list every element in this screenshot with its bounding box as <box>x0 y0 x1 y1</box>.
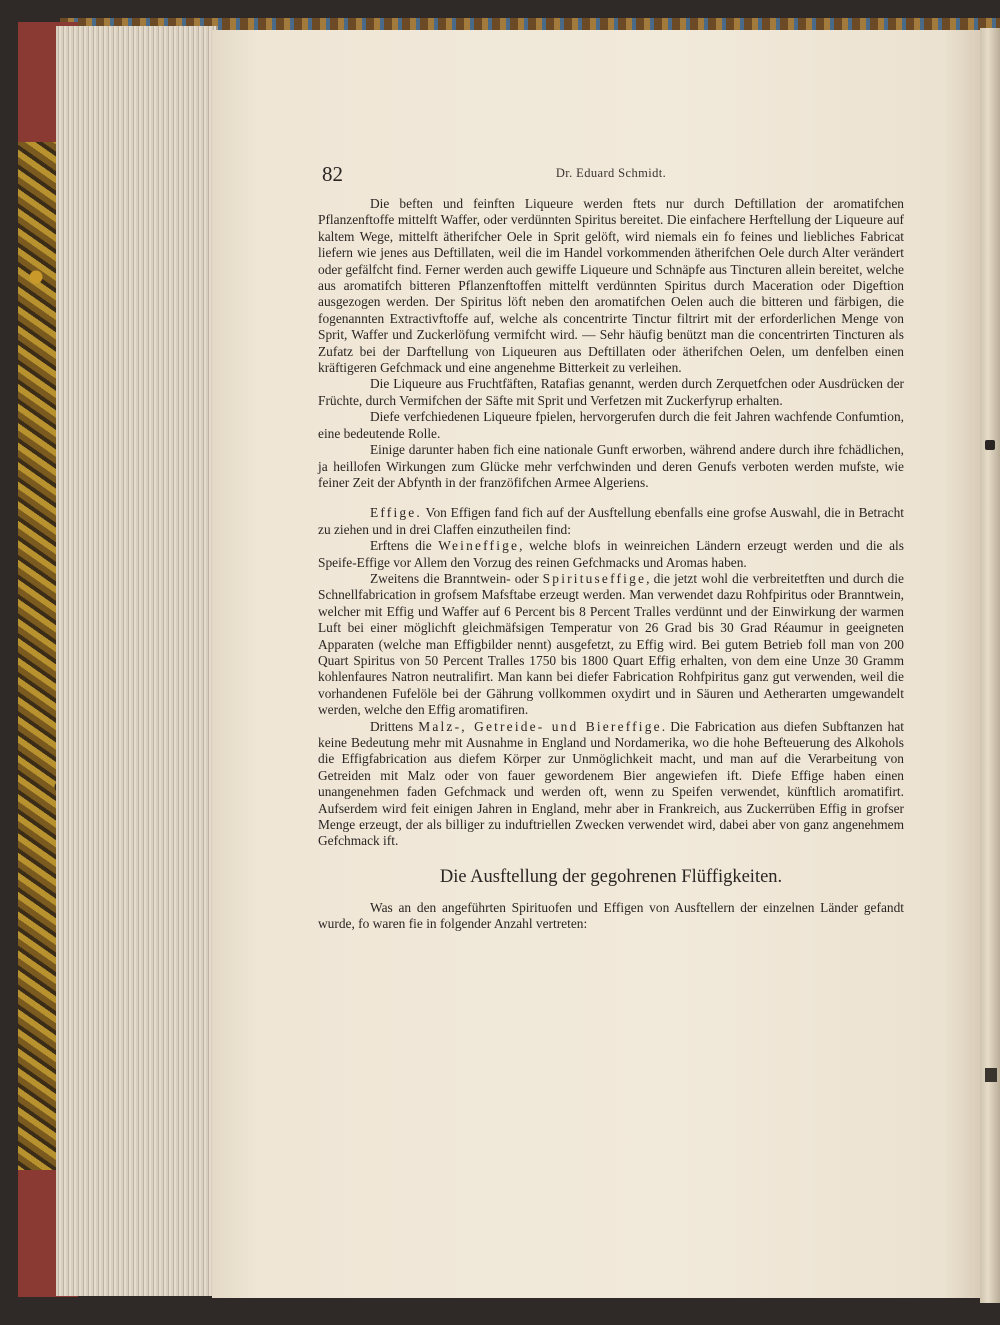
paragraph-text: Zweitens die Branntwein- oder <box>370 570 543 586</box>
paragraph-text: , die jetzt wohl die verbreitetften und durch die Schnellfabrication in grofsem Mafsftabe erzeugt werden. Man verwendet dazu Rohfpiritus oder Branntwein, welcher mit Effig und Waffer auf 6 Percent bis 8 Percent Tralles verdünnt und der Einwirkung der warmen Luft bei einer möglichft gleichmäfsigen Temperatur von 26 Grad bis 30 Grad Réaumur in geeigneten Apparaten (welche man Effigbilder nennt) ausgefetzt, zu Effig wird. Bei gutem Betrieb foll man von 200 Quart Spiritus von 50 Percent Tralles 1750 bis 1800 Quart Effig erhalten, von dem eine Unze 30 Gramm kohlenfaures Natron neutralifirt. Man kann bei diefer Fabrication Rohfpiritus ganz gut verwenden, weil die vorhandenen Fufelöle bei der Gährung vollkommen oxydirt und in Säuren und Aetherarten umgewandelt werden, welche den Effig aromatifiren. <box>318 570 905 718</box>
spaced-term: Malz-, Getreide- und Biereffige <box>418 718 662 734</box>
page-stack-edge <box>56 26 218 1296</box>
page-mark <box>985 1068 997 1082</box>
page-number: 82 <box>322 162 343 186</box>
paragraph: Diefe verfchiedenen Liqueure fpielen, hervorgerufen durch die feit Jahren wachfende Confumtion, eine bedeutende Rolle. <box>318 409 904 441</box>
paragraph <box>318 571 904 719</box>
paragraph: Einige darunter haben fich eine nationale Gunft erworben, während andere durch ihre fchädlichen, ja heillofen Wirkungen zum Glücke mehr verfchwinden und deren Genufs verboten werden mufste, wie feiner Zeit der Abfynth in der franzöfifchen Armee Algeriens. <box>318 442 904 490</box>
paragraph-text: Drittens <box>370 718 419 734</box>
paragraph-text: Erftens die <box>370 538 439 554</box>
paragraph-text: . Die Fabrication aus diefen Subftanzen hat keine Bedeutung mehr mit Ausnahme in England und Nordamerika, wo die hohe Befteuerung des Alkohols die Effigfabrication aus diefem Körper zur Unmöglichkeit macht, und man auf die Verarbeitung von Getreiden mit Malz oder von fauer gewordenem Bier angewiefen ift. Diefe Effige haben einen unangenehmen faden Gefchmack und werden oft, wenn zu Speifen verwendet, künftlich aromatifirt. Aufserdem wird feit einigen Jahren in England, mehr aber in Frankreich, aus Zuckerrüben Effig in grofser Menge erzeugt, der als billiger zu induftriellen Zwecken verwendet wird, dabei aber von ganz angenehmem Gefchmack ift. <box>318 718 904 849</box>
running-head <box>318 160 904 196</box>
paragraph <box>318 719 904 850</box>
page-content <box>318 160 904 933</box>
paragraph-text: , welche blofs in weinreichen Ländern erzeugt werden und die als Speife-Effige vor Allem den Vorzug des reinen Gefchmacks und Aromas haben. <box>318 538 904 570</box>
paragraph-text: Von Effigen fand fich auf der Ausftellung ebenfalls eine grofse Auswahl, die in Betracht zu ziehen und in drei Claffen einzutheilen find: <box>318 505 904 537</box>
paragraph: Die Liqueure aus Fruchtfäften, Ratafias genannt, werden durch Zerquetfchen oder Ausdrücken der Früchte, durch Vermifchen der Säfte mit Sprit und Verfetzen mit Zuckerfyrup erhalten. <box>318 376 904 408</box>
paragraph: Was an den angeführten Spirituofen und Effigen von Ausftellern der einzelnen Länder gefandt wurde, fo waren fie in folgender Anzahl vertreten: <box>318 899 904 932</box>
facing-page-edge <box>980 28 1000 1303</box>
section-heading: Die Ausftellung der gegohrenen Flüffigkeiten. <box>439 866 783 887</box>
spaced-term: Spirituseffige <box>542 570 647 586</box>
paragraph <box>318 538 904 571</box>
paragraph: Die beften und feinften Liqueure werden ftets nur durch Deftillation der aromatifchen Pflanzenftoffe mittelft Waffer, oder verdünnten Spiritus bereitet. Die einfachere Herftellung der Liqueure auf kaltem Wege, mittelft ätherifcher Oele in Sprit gelöft, wird niemals ein fo feines und liebliches Fabricat liefern wie jenes aus Deftillaten, weil die im Handel vorkommenden ätherifchen Oele durch Alter verändert oder gefälfcht find. Ferner werden auch gewiffe Liqueure und Schnäpfe aus Tincturen allein bereitet, welche aus aromatifch bitteren Pflanzenftoffen mittelft verdünnten Spiritus durch Maceration oder Digeftion ausgezogen werden. Der Spiritus löft neben den aromatifchen Oelen auch die bitteren und färbigen, die fogenannten Extractivftoffe auf, welche als concentrirte Tinctur filtrirt mit der erforderlichen Menge von Sprit, Waffer und Zuckerlöfung vermifcht wird. — Sehr häufig benützt man die concentrirten Tincturen als Zufatz bei der Darftellung von Liqueuren aus Deftillaten oder ätherifchen Oelen, um denfelben einen kräftigeren Gefchmack und eine angenehme Bitterkeit zu verleihen. <box>318 196 904 376</box>
running-title: Dr. Eduard Schmidt. <box>555 166 667 180</box>
spaced-term: Effige. <box>370 505 422 521</box>
page-mark <box>985 440 995 450</box>
paragraph <box>318 505 904 538</box>
spaced-term: Weineffige <box>438 538 520 554</box>
